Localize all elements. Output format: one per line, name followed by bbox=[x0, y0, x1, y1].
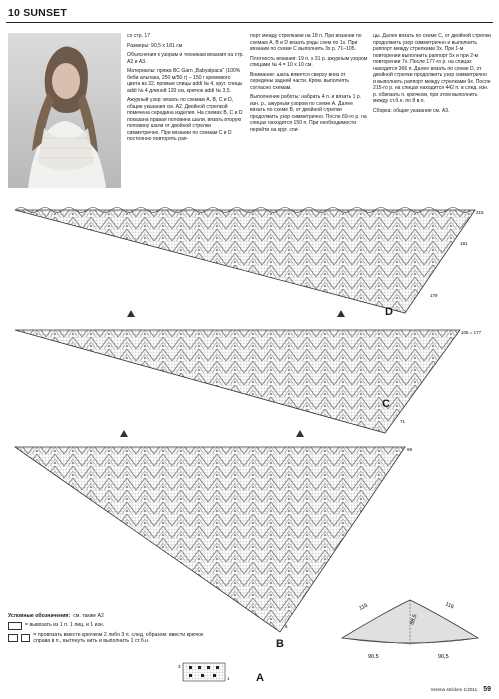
rapport-text: порт между стрелками на 18 п. При вязании по схемам А, В и D вязать ряды схем по 1х. При вязании по схеме С выполнить 3х р. 71–105. bbox=[250, 33, 362, 52]
chart-c-row-top: 105 = 177 bbox=[461, 330, 482, 335]
crochet-together-symbol-icon bbox=[8, 634, 18, 642]
materials-text: Материалы: пряжа ВС Garn „Babyalpaca“ (100% беби альпака, 250 м/50 г) – 150 г кремового цвета вз 32, прямые спицы addi № 4, круг. спицы addi № 4 длиной 120 см, крючок addi № 3,5. bbox=[127, 68, 243, 94]
schema-label-center: 88,5 bbox=[409, 613, 419, 626]
magazine-name: Verena stricken 1/2011 bbox=[430, 687, 478, 692]
schema-label-right: 116 bbox=[444, 601, 455, 611]
chart-b-row-low: 5 bbox=[285, 624, 288, 629]
chart-a-row-low: 1 bbox=[227, 676, 230, 681]
chart-a-row-top: 3 bbox=[178, 664, 181, 669]
chart-a bbox=[178, 660, 248, 686]
crochet-together-symbol-2-icon bbox=[21, 634, 31, 642]
chart-c-label: C bbox=[382, 398, 390, 410]
lace-pattern-text: Ажурный узор: вязать по схемам А, В, С и D, общие указания см. А2. Двойной стрелкой помечена середина изделия. На схемах В, С и D показана правая половина шали, вязать вторую половину шали от двойной стрелки симметрично. При вязании по схемам С и D постоянно повторять рап- bbox=[127, 97, 243, 142]
text-column-3 bbox=[373, 33, 491, 117]
chart-b-label: B bbox=[276, 638, 284, 650]
legend-item-1: = вывязать из 1 п. 1 лиц. и 1 изн. bbox=[8, 622, 218, 630]
page-title: 10 SUNSET bbox=[8, 7, 67, 19]
chart-c bbox=[10, 325, 490, 440]
chart-a-label: A bbox=[256, 672, 264, 684]
page-number: 59 bbox=[483, 686, 491, 693]
page-footer bbox=[431, 686, 491, 693]
chart-c-row-low: 71 bbox=[400, 419, 406, 424]
legend-title: Условные обозначения: см. также А2 bbox=[8, 613, 104, 619]
assembly-text: Сборка: общие указания см. А3. bbox=[373, 107, 450, 114]
chart-d-row-top: 215 bbox=[476, 210, 484, 215]
chart-b-row-top: 69 bbox=[407, 447, 413, 452]
model-photo bbox=[8, 33, 121, 188]
header-rule bbox=[6, 22, 493, 23]
instructions-cont-text: цы. Далее вязать по схеме С, от двойной стрелки продолжить узор симметрично и выполнить раппорт между стрелками 3х. При 1-м повторении выполнить раппорт 5х и при 2-м повторении 7х. После 177-го р. на спицах находится 366 п. Далее вязать по схеме D, от двойной стрелки продолжить узор симметрично и выполнить раппорт между стрелками 9х. После 215-го р. на спицах находится 442 п. в след. изн. р. обвязать п. крючком, при этом выполнить между ст.б.н. по 8 в.п. bbox=[373, 33, 491, 104]
gauge-text: Плотность вязания: 19 п. x 31 р. ажурным узором спицами № 4 = 10 х 10 см. bbox=[250, 55, 368, 68]
schema-label-left: 116 bbox=[358, 602, 369, 612]
page-ref: со стр. 17 bbox=[127, 33, 151, 39]
legend bbox=[8, 613, 218, 647]
sizes-text: Размеры: 90,5 х 181 см bbox=[127, 42, 183, 49]
chart-d-row-low: 179 bbox=[430, 293, 438, 298]
shawl-schema bbox=[330, 560, 490, 675]
legend-item-2: = провязать вместе крючком 2 либо 3 п. след. образом: ввести крючок справа в п., вытянуть нить и выполнить 1 ст.б.н. bbox=[8, 632, 218, 645]
instructions-text: Выполнение работы: набрать 4 п. и вязать 1 р. изн. р., ажурным узором по схеме А. Далее вязать по схеме В, от двойной стрелки продолжить узор симметрично. После 69-го р. на спицах находится 150 п. При необходимости перейти на круг. спи- bbox=[250, 94, 367, 133]
schema-label-bottom-left: 90,5 bbox=[368, 654, 379, 660]
attention-text: Внимание: шаль вяжется сверху вниз от середины задней части. Кром. выполнять согласно схемам. bbox=[250, 71, 350, 91]
schema-label-bottom-right: 90,5 bbox=[438, 654, 449, 660]
chart-d-label: D bbox=[385, 306, 393, 318]
chart-d-row-mid: 191 bbox=[460, 241, 468, 246]
text-column-1 bbox=[127, 33, 245, 146]
increase-symbol-icon bbox=[8, 622, 22, 630]
chart-d bbox=[10, 205, 490, 320]
text-column-2 bbox=[250, 33, 368, 136]
explanations-text: Объяснения к узорам и техникам вязания на стр. А2 и А3. bbox=[127, 52, 244, 65]
